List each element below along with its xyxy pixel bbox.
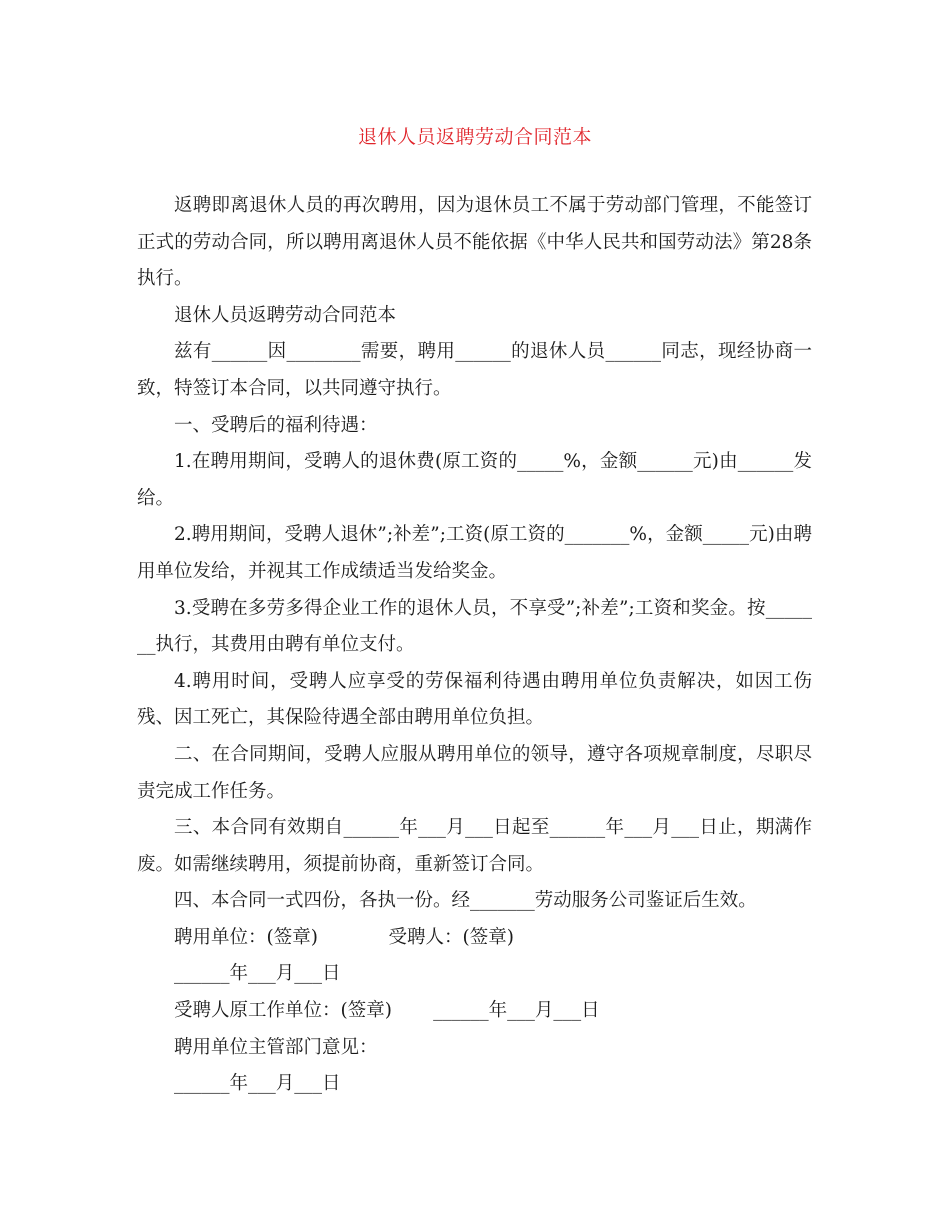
signature-date-1: ______年___月___日 (174, 963, 341, 985)
document-title: 退休人员返聘劳动合同范本 (357, 126, 592, 148)
paragraph-section-4: 四、本合同一式四份，各执一份。经_______劳动服务公司鉴证后生效。 (174, 890, 757, 912)
paragraph-item-3: 3.受聘在多劳多得企业工作的退休人员，不享受”;补差”;工资和奖金。按_______执行，其费用由聘有单位支付。 (137, 597, 812, 656)
paragraph-section-3: 三、本合同有效期自______年___月___日起至______年___月___日止，期满作废。如需继续聘用，须提前协商，重新签订合同。 (137, 817, 812, 875)
signature-date-2: ______年___月___日 (174, 1073, 341, 1095)
signature-authority-opinion: 聘用单位主管部门意见： (174, 1036, 378, 1058)
paragraph-section-2: 二、在合同期间，受聘人应服从聘用单位的领导，遵守各项规章制度，尽职尽责完成工作任务。 (137, 743, 812, 802)
paragraph-item-1: 1.在聘用期间，受聘人的退休费(原工资的_____%，金额______元)由______发给。 (137, 451, 812, 509)
paragraph-item-4: 4.聘用时间，受聘人应享受的劳保福利待遇由聘用单位负责解决，如因工伤残、因工死亡，其保险待遇全部由聘用单位负担。 (137, 670, 812, 729)
signature-original-employer: 受聘人原工作单位：(签章) ______年___月___日 (174, 1000, 600, 1022)
document-body (137, 188, 812, 1103)
paragraph-section-1: 一、受聘后的福利待遇： (174, 414, 378, 436)
paragraph-intro: 返聘即离退休人员的再次聘用，因为退休员工不属于劳动部门管理，不能签订正式的劳动合同，所以聘用离退休人员不能依据《中华人民共和国劳动法》第28条执行。 (137, 195, 812, 290)
paragraph-preamble: 兹有______因________需要，聘用______的退休人员______同志，现经协商一致，特签订本合同，以共同遵守执行。 (137, 341, 812, 399)
paragraph-subtitle: 退休人员返聘劳动合同范本 (174, 304, 397, 326)
paragraph-item-2: 2.聘用期间，受聘人退休”;补差”;工资(原工资的_______%，金额_____元)由聘用单位发给，并视其工作成绩适当发给奖金。 (137, 524, 812, 582)
signature-employer: 聘用单位：(签章) 受聘人：(签章) (174, 926, 514, 948)
